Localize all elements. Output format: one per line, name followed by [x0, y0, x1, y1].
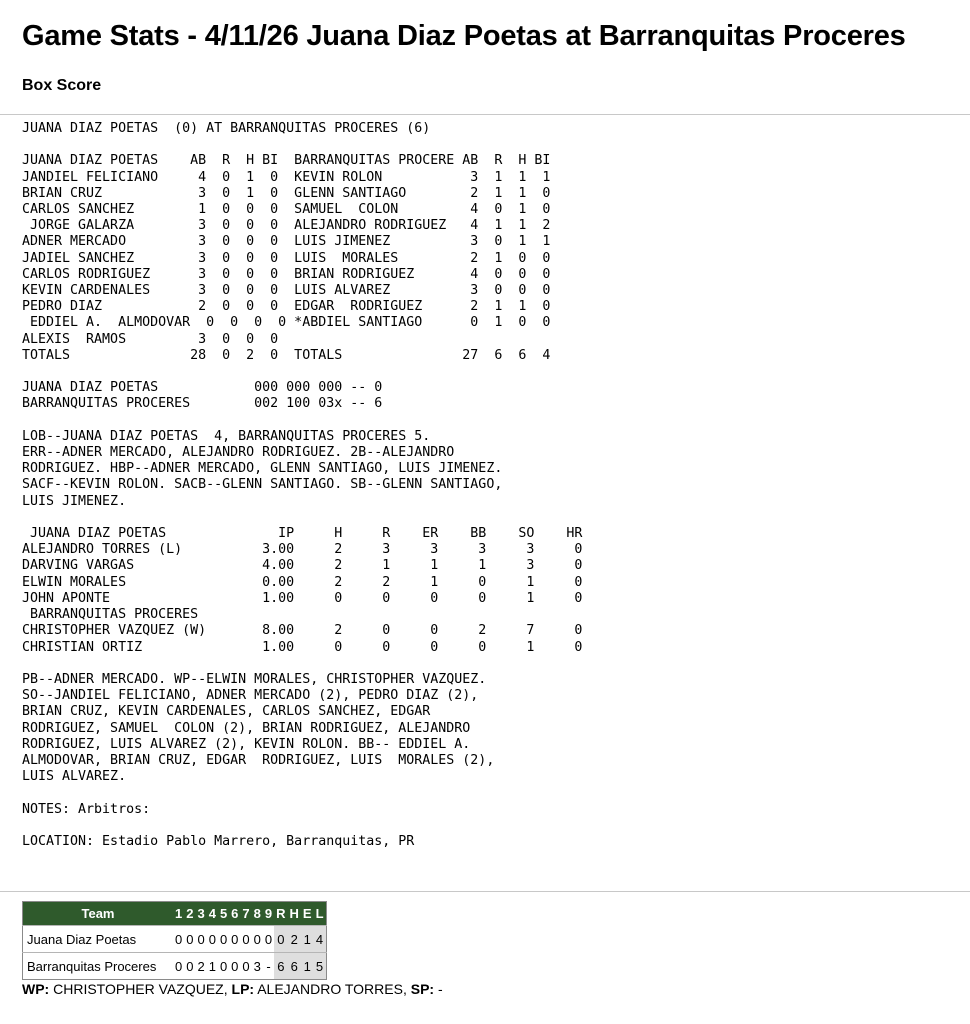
save-pitcher: -	[437, 981, 443, 997]
pitching-decisions: WP: CHRISTOPHER VAZQUEZ, LP: ALEJANDRO TORRES, SP: -	[22, 981, 443, 997]
linescore-inning-cell: 0	[229, 953, 240, 980]
linescore-header-errors: E	[301, 902, 314, 926]
linescore-header-inning: 7	[240, 902, 251, 926]
linescore-header-inning: 4	[207, 902, 218, 926]
linescore-inning-cell: 0	[184, 926, 195, 953]
linescore-inning-cell: 0	[195, 926, 206, 953]
linescore-inning-cell: 0	[263, 926, 274, 953]
linescore-errors-cell: 1	[301, 953, 314, 980]
linescore-inning-cell: 0	[207, 926, 218, 953]
section-title-box-score: Box Score	[22, 77, 102, 94]
linescore-header-inning: 9	[263, 902, 274, 926]
winning-pitcher: CHRISTOPHER VAZQUEZ	[53, 981, 224, 997]
linescore-header-row	[23, 902, 327, 926]
linescore-hits-cell: 6	[288, 953, 301, 980]
linescore-inning-cell: 0	[229, 926, 240, 953]
linescore-inning-cell: 1	[207, 953, 218, 980]
linescore-team-name: Barranquitas Proceres	[23, 953, 174, 980]
losing-pitcher: ALEJANDRO TORRES	[257, 981, 403, 997]
linescore-header-team: Team	[23, 902, 174, 926]
linescore-header-inning: 1	[173, 902, 184, 926]
linescore-inning-cell: 0	[173, 926, 184, 953]
linescore-row-away	[23, 926, 327, 953]
linescore-inning-cell: 0	[218, 926, 229, 953]
linescore-errors-cell: 1	[301, 926, 314, 953]
linescore-runs-cell: 0	[274, 926, 287, 953]
divider-top	[0, 114, 970, 115]
linescore-inning-cell: 0	[184, 953, 195, 980]
page-title: Game Stats - 4/11/26 Juana Diaz Poetas at Barranquitas Proceres	[22, 20, 906, 52]
box-score-text: JUANA DIAZ POETAS (0) AT BARRANQUITAS PROCERES (6) JUANA DIAZ POETAS AB R H BI BARRANQUITAS PROCERE AB R H BI JANDIEL FELICIANO 4 0 1 0 KEVIN ROLON 3 1 1 1 BRIAN CRUZ 3 0 1 0 GLENN SANTIAGO 2 1 1 0 CARLOS SANCHEZ 1 0 0 0 SAMUEL COLON 4 0 1 0 JORGE GALARZA 3 0 0 0 ALEJANDRO RODRIGUEZ 4 1 1 2 ADNER MERCADO 3 0 0 0 LUIS JIMENEZ 3 0 1 1 JADIEL SANCHEZ 3 0 0 0 LUIS MORALES 2 1 0 0 CARLOS RODRIGUEZ 3 0 0 0 BRIAN RODRIGUEZ 4 0 0 0 KEVIN CARDENALES 3 0 0 0 LUIS ALVAREZ 3 0 0 0 PEDRO DIAZ 2 0 0 0 EDGAR RODRIGUEZ 2 1 1 0 EDDIEL A. ALMODOVAR 0 0 0 0 *ABDIEL SANTIAGO 0 1 0 0 ALEXIS RAMOS 3 0 0 0 TOTALS 28 0 2 0 TOTALS 27 6 6 4 JUANA DIAZ POETAS 000 000 000 -- 0 BARRANQUITAS PROCERES 002 100 03x -- 6 LOB--JUANA DIAZ POETAS 4, BARRANQUITAS PROCERES 5. ERR--ADNER MERCADO, ALEJANDRO RODRIGUEZ. 2B--ALEJANDRO RODRIGUEZ. HBP--ADNER MERCADO, GLENN SANTIAGO, LUIS JIMENEZ. SACF--KEVIN ROLON. SACB--GLENN SANTIAGO. SB--GLENN SANTIAGO, LUIS JIMENEZ. JUANA DIAZ POETAS IP H R ER BB SO HR ALEJANDRO TORRES (L) 3.00 2 3 3 3 3 0 DARVING VARGAS 4.00 2 1 1 1 3 0 ELWIN MORALES 0.00 2 2 1 0 1 0 JOHN APONTE 1.00 0 0 0 0 1 0 BARRANQUITAS PROCERES CHRISTOPHER VAZQUEZ (W) 8.00 2 0 0 2 7 0 CHRISTIAN ORTIZ 1.00 0 0 0 0 1 0 PB--ADNER MERCADO. WP--ELWIN MORALES, CHRISTOPHER VAZQUEZ. SO--JANDIEL FELICIANO, ADNER MERCADO (2), PEDRO DIAZ (2), BRIAN CRUZ, KEVIN CARDENALES, CARLOS SANCHEZ, EDGAR RODRIGUEZ, SAMUEL COLON (2), BRIAN RODRIGUEZ, ALEJANDRO RODRIGUEZ, LUIS ALVAREZ (2), KEVIN ROLON. BB-- EDDIEL A. ALMODOVAR, BRIAN CRUZ, EDGAR RODRIGUEZ, LUIS MORALES (2), LUIS ALVAREZ. NOTES: Arbitros: LOCATION: Estadio Pablo Marrero, Barranquitas, PR	[22, 121, 583, 849]
linescore-team-name: Juana Diaz Poetas	[23, 926, 174, 953]
linescore-header-inning: 2	[184, 902, 195, 926]
linescore-lob-cell: 5	[314, 953, 326, 980]
divider-bottom	[0, 891, 970, 892]
linescore-header-lob: L	[314, 902, 326, 926]
linescore-hits-cell: 2	[288, 926, 301, 953]
linescore-runs-cell: 6	[274, 953, 287, 980]
linescore-inning-cell: 0	[252, 926, 263, 953]
linescore-inning-cell: 3	[252, 953, 263, 980]
winning-pitcher-label: WP:	[22, 981, 50, 997]
linescore-inning-cell: 0	[240, 953, 251, 980]
linescore-inning-cell: 2	[195, 953, 206, 980]
linescore-inning-cell: 0	[173, 953, 184, 980]
linescore-lob-cell: 4	[314, 926, 326, 953]
linescore-header-inning: 5	[218, 902, 229, 926]
linescore-inning-cell: 0	[218, 953, 229, 980]
linescore-header-inning: 6	[229, 902, 240, 926]
linescore-table	[22, 901, 327, 980]
losing-pitcher-label: LP:	[231, 981, 255, 997]
linescore-header-runs: R	[274, 902, 287, 926]
save-pitcher-label: SP:	[410, 981, 435, 997]
linescore-row-home	[23, 953, 327, 980]
linescore-inning-cell: -	[263, 953, 274, 980]
linescore-inning-cell: 0	[240, 926, 251, 953]
linescore-header-inning: 8	[252, 902, 263, 926]
linescore-header-hits: H	[288, 902, 301, 926]
linescore-header-inning: 3	[195, 902, 206, 926]
